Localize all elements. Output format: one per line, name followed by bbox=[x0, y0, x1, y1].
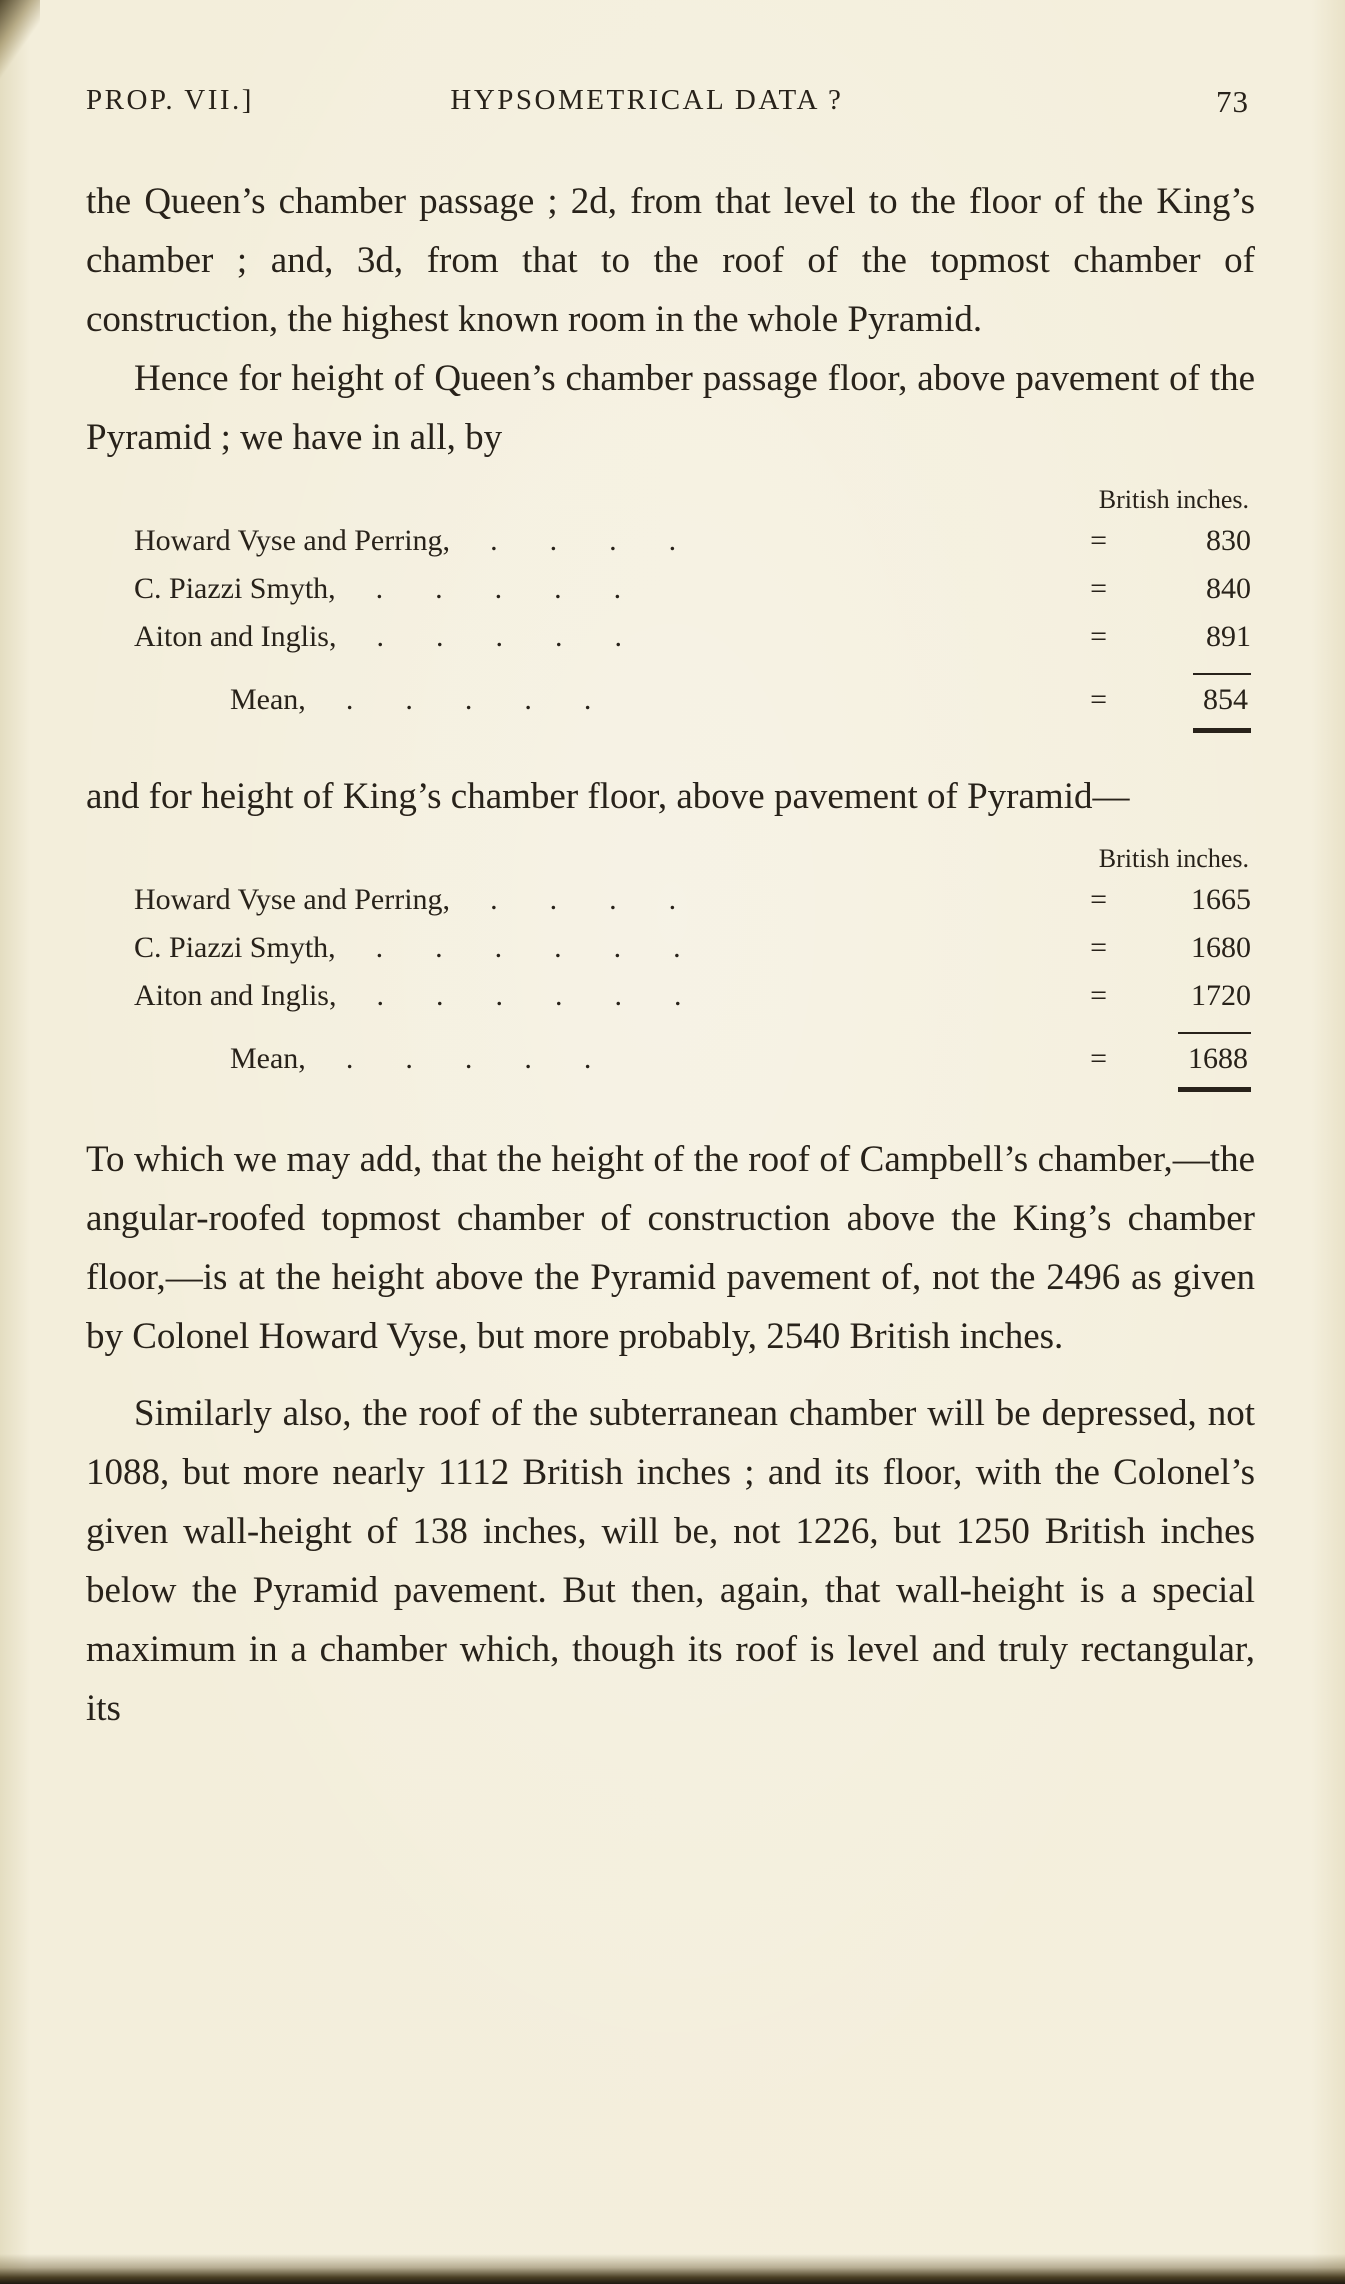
row-label: C. Piazzi Smyth, bbox=[134, 572, 336, 605]
table-row bbox=[134, 876, 1251, 924]
equals-sign: = bbox=[1090, 524, 1107, 557]
table-row bbox=[134, 517, 1251, 565]
table-row bbox=[134, 613, 1251, 661]
row-value: 1720 bbox=[1191, 979, 1251, 1012]
queens-chamber-table bbox=[134, 483, 1251, 733]
row-value bbox=[1133, 673, 1251, 733]
dot-leaders: ..... bbox=[345, 683, 644, 716]
row-label: C. Piazzi Smyth, bbox=[134, 931, 336, 964]
paragraph-queens-chamber: Hence for height of Queen’s chamber passage floor, above pavement of the Pyramid ; we have in all, by bbox=[86, 358, 1255, 458]
row-label: Howard Vyse and Perring, bbox=[134, 883, 451, 916]
running-head bbox=[86, 84, 1255, 130]
dot-leaders: ..... bbox=[376, 620, 674, 653]
equals-sign: = bbox=[1090, 683, 1107, 716]
row-label: Aiton and Inglis, bbox=[134, 979, 337, 1012]
mean-value: 854 bbox=[1193, 673, 1251, 733]
table-row bbox=[134, 924, 1251, 972]
row-label: Mean, bbox=[230, 683, 306, 716]
mean-value: 1688 bbox=[1178, 1032, 1251, 1092]
row-value: 840 bbox=[1206, 572, 1251, 605]
row-label: Howard Vyse and Perring, bbox=[134, 524, 451, 557]
equals-sign: = bbox=[1090, 883, 1107, 916]
dot-leaders: ..... bbox=[345, 1042, 644, 1075]
row-label: Aiton and Inglis, bbox=[134, 620, 337, 653]
table-mean-row bbox=[134, 1032, 1251, 1092]
dot-leaders: ...... bbox=[376, 979, 734, 1012]
equals-sign: = bbox=[1090, 931, 1107, 964]
chapter-title: HYPSOMETRICAL DATA ? bbox=[450, 84, 844, 116]
table-mean-row bbox=[134, 673, 1251, 733]
dot-leaders: ...... bbox=[375, 931, 733, 964]
row-value bbox=[1133, 1032, 1251, 1092]
row-label: Mean, bbox=[230, 1042, 306, 1075]
dot-leaders: .... bbox=[490, 883, 729, 916]
equals-sign: = bbox=[1090, 620, 1107, 653]
equals-sign: = bbox=[1090, 572, 1107, 605]
table-row bbox=[134, 972, 1251, 1020]
unit-label: British inches. bbox=[1098, 485, 1249, 514]
page-number: 73 bbox=[1216, 84, 1249, 119]
paragraph-kings-chamber: and for height of King’s chamber floor, above pavement of Pyramid— bbox=[86, 776, 1130, 817]
paragraph-continuation: the Queen’s chamber passage ; 2d, from that level to the floor of the King’s chamber ; and, 3d, from that to the roof of the topmost chamber of construction, the highest known room in the whole Pyramid. bbox=[86, 181, 1255, 340]
unit-label: British inches. bbox=[1098, 844, 1249, 873]
paragraph-campbells-chamber: To which we may add, that the height of the roof of Campbell’s chamber,—the angular-roofed topmost chamber of construction above the King’s chamber floor,—is at the height above the Pyramid pavement of, not the 2496 as given by Colonel Howard Vyse, but more probably, 2540 British inches. bbox=[86, 1139, 1255, 1357]
equals-sign: = bbox=[1090, 1042, 1107, 1075]
row-value: 891 bbox=[1206, 620, 1251, 653]
table-row bbox=[134, 565, 1251, 613]
row-value: 1665 bbox=[1191, 883, 1251, 916]
row-value: 830 bbox=[1206, 524, 1251, 557]
dot-leaders: .... bbox=[490, 524, 729, 557]
proposition-label: PROP. VII.] bbox=[86, 84, 254, 116]
paragraph-subterranean-chamber: Similarly also, the roof of the subterranean chamber will be depressed, not 1088, but more nearly 1112 British inches ; and its floor, with the Colonel’s given wall-height of 138 inches, will be, not 1226, but 1250 British inches below the Pyramid pavement. But then, again, that wall-height is a special maximum in a chamber which, though its roof is level and truly rectangular, its bbox=[86, 1393, 1255, 1729]
equals-sign: = bbox=[1090, 979, 1107, 1012]
row-value: 1680 bbox=[1191, 931, 1251, 964]
kings-chamber-table bbox=[134, 842, 1251, 1092]
dot-leaders: ..... bbox=[375, 572, 674, 605]
